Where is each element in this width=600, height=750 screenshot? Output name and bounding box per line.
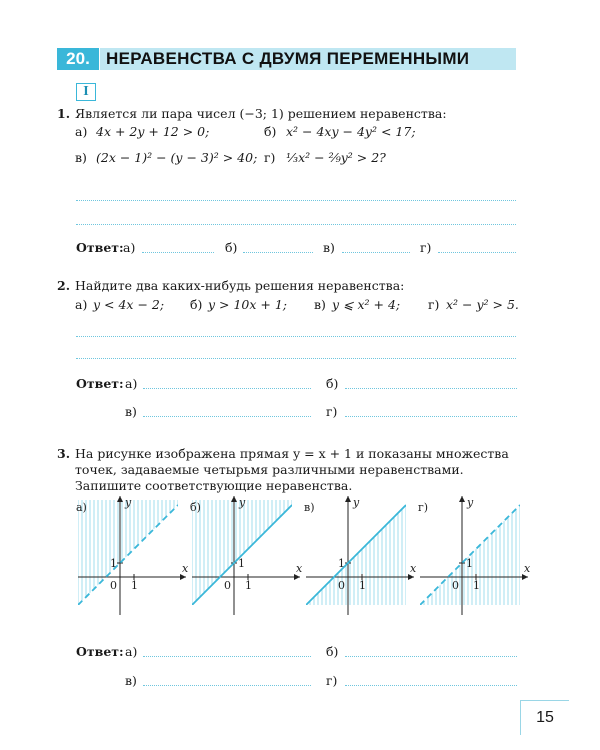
task2-slot-d-label: г) [326,404,338,419]
graph-2 [190,496,303,615]
x-axis-label: x [410,562,417,575]
task2-item-a: y < 4x − 2; [93,297,165,312]
task2-item-c: y ⩽ x² + 4; [332,297,401,312]
task1-item-a: 4x + 2y + 12 > 0; [96,124,210,139]
y-tick-1-label: 1 [238,557,245,570]
task1-slot-c-label: в) [323,240,335,255]
origin-label: 0 [452,579,459,592]
origin-label: 0 [224,579,231,592]
section-number: 20. [57,48,99,70]
task1-item-b: x² − 4xy − 4y² < 17; [286,124,416,139]
task3-slot-d-label: г) [326,673,338,688]
task2-item-b-label: б) [190,297,203,312]
origin-label: 0 [110,579,117,592]
task3-answer-d[interactable] [345,685,517,686]
task2-slot-a-label: а) [125,376,138,391]
task1-item-d: ⅓x² − ²⁄₉y² > 2? [286,150,386,165]
task3-slot-b-label: б) [326,644,339,659]
line-y-equals-x-plus-1 [192,505,292,605]
task3-slot-c-label: в) [125,673,137,688]
y-axis-label: y [125,496,132,509]
task2-item-b: y > 10x + 1; [208,297,288,312]
task2-item-d-label: г) [428,297,440,312]
x-tick-1-label: 1 [245,579,252,592]
origin-label: 0 [338,579,345,592]
task3-answer-c[interactable] [143,685,311,686]
task3-answer-a[interactable] [143,656,311,657]
x-tick-1-label: 1 [359,579,366,592]
y-tick-1-label: 1 [466,557,473,570]
task3-slot-a-label: а) [125,644,138,659]
page-number: 15 [520,700,569,735]
task3-line-3: Запишите соответствующие неравенства. [75,478,353,493]
task1-item-c-label: в) [75,150,87,165]
task3-answer-b[interactable] [345,656,517,657]
x-axis-label: x [296,562,303,575]
graph-4 [418,496,531,615]
x-axis-label: x [524,562,531,575]
line-y-equals-x-plus-1 [78,505,178,605]
task3-number: 3. [57,446,71,461]
task2-question: Найдите два каких-нибудь решения неравенства: [75,278,405,293]
task1-number: 1. [57,106,71,121]
task1-answer-label: Ответ: [76,240,124,255]
task1-slot-a-label: а) [123,240,136,255]
task3-line-2: точек, задаваемые четырьмя различными неравенствами. [75,462,464,477]
task1-question: Является ли пара чисел (−3; 1) решением неравенства: [75,106,447,121]
y-tick-1-label: 1 [110,557,117,570]
task1-item-b-label: б) [264,124,277,139]
task3-line-1: На рисунке изображена прямая y = x + 1 и показаны множества [75,446,509,461]
y-tick-1-label: 1 [338,557,345,570]
y-axis-label: y [239,496,246,509]
graph-3 [304,496,417,615]
x-tick-1-label: 1 [131,579,138,592]
line-y-equals-x-plus-1 [306,505,406,605]
graph-label: а) [76,501,87,514]
task2-slot-b-label: б) [326,376,339,391]
task2-item-c-label: в) [314,297,326,312]
graph-label: г) [418,501,429,514]
y-axis-label: y [467,496,474,509]
task2-slot-c-label: в) [125,404,137,419]
y-axis-label: y [353,496,360,509]
task1-item-d-label: г) [264,150,276,165]
graph-label: б) [190,501,201,514]
task1-item-a-label: а) [75,124,88,139]
task2-item-d: x² − y² > 5. [446,297,519,312]
graph-1 [76,496,189,615]
part-marker: I [76,83,96,101]
task2-number: 2. [57,278,71,293]
x-axis-label: x [182,562,189,575]
task2-item-a-label: а) [75,297,88,312]
task1-item-c: (2x − 1)² − (y − 3)² > 40; [96,150,258,165]
graph-label: в) [304,501,315,514]
task1-slot-b-label: б) [225,240,238,255]
line-y-equals-x-plus-1 [420,505,520,605]
section-title: НЕРАВЕНСТВА С ДВУМЯ ПЕРЕМЕННЫМИ [106,49,470,68]
task3-answer-label: Ответ: [76,644,124,659]
task1-slot-d-label: г) [420,240,432,255]
task2-answer-label: Ответ: [76,376,124,391]
x-tick-1-label: 1 [473,579,480,592]
